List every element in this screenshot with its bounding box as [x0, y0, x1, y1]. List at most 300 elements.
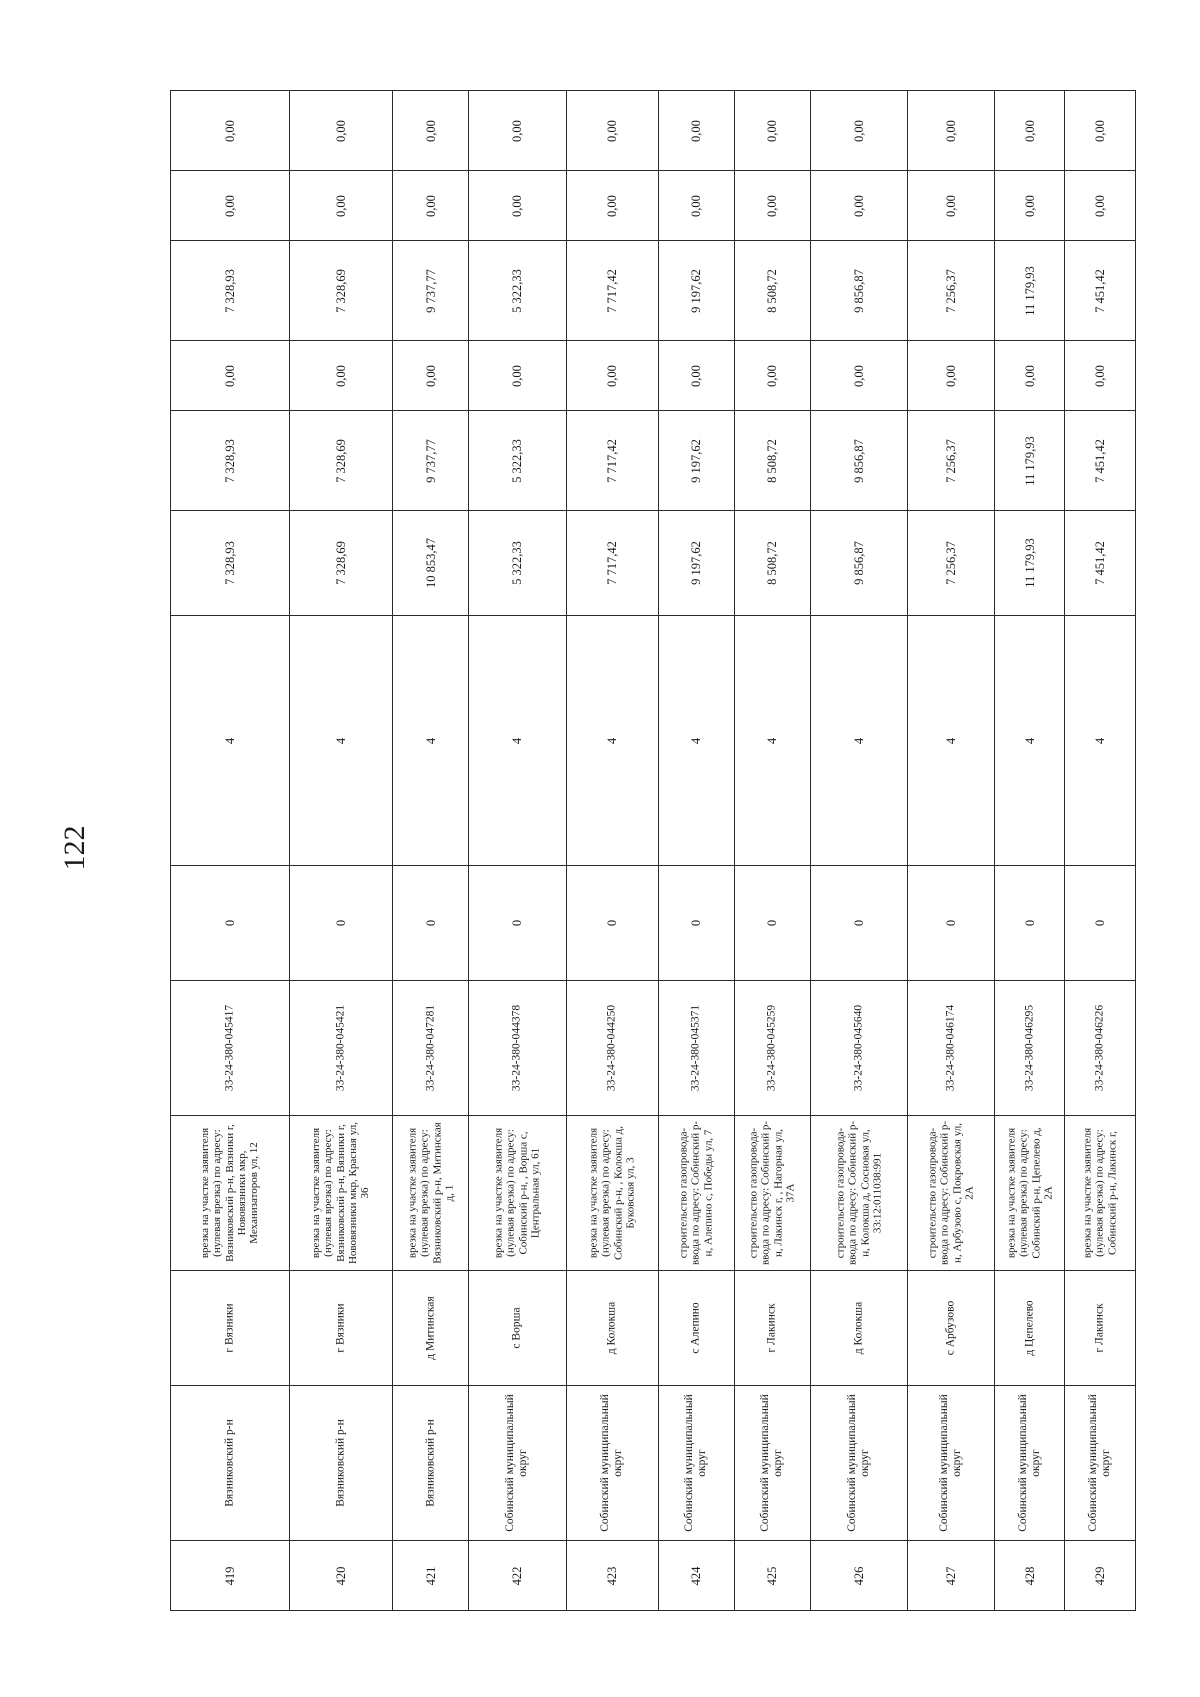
cell-district — [1065, 1386, 1136, 1541]
cell-amount-1 — [171, 511, 290, 616]
cell-locality-text: г Лакинск — [1093, 1303, 1106, 1353]
cell-amount-3 — [658, 341, 734, 411]
table-band-a1 — [171, 511, 1136, 616]
cell-amount-6 — [734, 91, 810, 171]
cell-amount-5-text: 0,00 — [765, 194, 780, 217]
cell-locality-text: с Ворша — [511, 1307, 523, 1349]
cell-amount-6 — [810, 91, 908, 171]
cell-locality-text: д Митинская — [424, 1296, 437, 1360]
cell-value-1-text: 0 — [689, 919, 704, 927]
cell-amount-4-text: 8 508,72 — [765, 268, 780, 313]
cell-value-2 — [566, 616, 658, 866]
cell-value-1 — [290, 866, 393, 981]
cell-amount-1-text: 7 256,37 — [944, 541, 959, 585]
cell-row-number — [469, 1541, 567, 1611]
cell-amount-6-text: 0,00 — [765, 119, 780, 142]
cell-object-code-text: 33-24-380-044378 — [511, 1004, 523, 1092]
cell-description — [734, 1116, 810, 1271]
cell-amount-3-text: 0,00 — [223, 364, 238, 387]
cell-description — [994, 1116, 1064, 1271]
cell-value-1 — [658, 866, 734, 981]
cell-amount-3 — [566, 341, 658, 411]
cell-description-text: строительство газопровода-ввода по адресу: Собинский р-н, Колокша д, Сосновая ул, 33:12:011038:991 — [834, 1121, 884, 1266]
cell-object-code — [171, 981, 290, 1116]
cell-amount-1 — [393, 511, 469, 616]
cell-locality — [393, 1271, 469, 1386]
cell-value-2 — [290, 616, 393, 866]
table-band-code — [171, 981, 1136, 1116]
cell-description-text: строительство газопровода-ввода по адресу: Собинский р-н, Алепино с, Победы ул, 7 — [677, 1121, 715, 1266]
cell-locality — [290, 1271, 393, 1386]
cell-locality-text: г Вязники — [223, 1303, 236, 1353]
cell-amount-3-text: 0,00 — [851, 364, 866, 387]
table-band-locality — [171, 1271, 1136, 1386]
cell-value-2-text: 4 — [1022, 737, 1037, 744]
cell-amount-6 — [1065, 91, 1136, 171]
cell-description — [810, 1116, 908, 1271]
cell-amount-2 — [734, 411, 810, 511]
cell-amount-4-text: 7 256,37 — [944, 268, 959, 313]
cell-value-2 — [393, 616, 469, 866]
cell-amount-5 — [393, 171, 469, 241]
cell-description — [566, 1116, 658, 1271]
cell-value-1 — [734, 866, 810, 981]
cell-amount-1 — [658, 511, 734, 616]
cell-value-1 — [810, 866, 908, 981]
cell-value-1 — [566, 866, 658, 981]
cell-value-2-text: 4 — [944, 737, 959, 744]
cell-amount-1-text: 8 508,72 — [765, 541, 780, 585]
cell-amount-2-text: 7 328,93 — [223, 438, 238, 483]
cell-object-code-text: 33-24-380-045421 — [334, 1004, 347, 1092]
cell-description-text: врезка на участке заявителя (нулевая врезка) по адресу: Вязниковский р-н, Вязники г, Нововязники мкр, Механизаторов ул, 12 — [199, 1124, 261, 1262]
cell-value-1 — [1065, 866, 1136, 981]
cell-amount-2-text: 9 856,87 — [851, 438, 866, 483]
cell-district — [393, 1386, 469, 1541]
table-band-a5 — [171, 171, 1136, 241]
cell-object-code — [290, 981, 393, 1116]
cell-row-number-text: 429 — [1093, 1566, 1108, 1585]
cell-object-code — [994, 981, 1064, 1116]
cell-amount-5-text: 0,00 — [689, 194, 704, 217]
cell-amount-3 — [810, 341, 908, 411]
cell-amount-3-text: 0,00 — [1022, 364, 1037, 387]
cell-amount-6 — [290, 91, 393, 171]
cell-district — [810, 1386, 908, 1541]
cell-district — [171, 1386, 290, 1541]
cell-description-text: врезка на участке заявителя (нулевая врезка) по адресу: Вязниковский р-н, Митинская д, 1 — [406, 1122, 456, 1264]
cell-amount-1 — [566, 511, 658, 616]
cell-row-number — [290, 1541, 393, 1611]
table-band-a2 — [171, 411, 1136, 511]
cell-district — [566, 1386, 658, 1541]
cell-description — [393, 1116, 469, 1271]
cell-amount-1 — [734, 511, 810, 616]
cell-object-code — [734, 981, 810, 1116]
register-table — [170, 90, 1136, 1611]
cell-amount-1 — [810, 511, 908, 616]
cell-amount-1-text: 11 179,93 — [1022, 538, 1037, 588]
cell-amount-5-text: 0,00 — [423, 194, 438, 217]
cell-amount-1 — [469, 511, 567, 616]
cell-district — [658, 1386, 734, 1541]
cell-district-text: Собинский муниципальный округ — [683, 1394, 709, 1532]
cell-value-1-text: 0 — [423, 919, 438, 927]
cell-amount-6 — [658, 91, 734, 171]
cell-amount-6-text: 0,00 — [1093, 119, 1108, 142]
cell-amount-1 — [994, 511, 1064, 616]
cell-value-2-text: 4 — [334, 737, 349, 744]
cell-object-code — [658, 981, 734, 1116]
cell-amount-4-text: 9 856,87 — [851, 268, 866, 313]
cell-amount-2-text: 7 328,69 — [334, 438, 349, 483]
cell-district-text: Вязниковский р-н — [223, 1419, 236, 1507]
cell-amount-2 — [810, 411, 908, 511]
cell-value-2 — [1065, 616, 1136, 866]
cell-amount-4 — [393, 241, 469, 341]
cell-amount-6-text: 0,00 — [223, 119, 238, 142]
cell-value-1-text: 0 — [223, 919, 238, 927]
cell-object-code-text: 33-24-380-044250 — [605, 1004, 618, 1092]
cell-amount-5-text: 0,00 — [1022, 194, 1037, 217]
cell-amount-6 — [908, 91, 995, 171]
cell-row-number-text: 424 — [689, 1566, 704, 1585]
cell-object-code — [1065, 981, 1136, 1116]
cell-locality-text: д Колокша — [605, 1301, 618, 1355]
cell-description-text: строительство газопровода-ввода по адресу: Собинский р-н, Арбузово с, Покровская ул, 2А — [926, 1121, 976, 1266]
cell-description — [1065, 1116, 1136, 1271]
cell-amount-4-text: 7 328,93 — [223, 268, 238, 313]
cell-amount-2-text: 9 737,77 — [423, 438, 438, 483]
cell-amount-5-text: 0,00 — [944, 194, 959, 217]
cell-locality — [566, 1271, 658, 1386]
cell-amount-4 — [566, 241, 658, 341]
cell-object-code — [908, 981, 995, 1116]
table-body — [171, 91, 1136, 1611]
cell-amount-3 — [734, 341, 810, 411]
cell-locality — [734, 1271, 810, 1386]
cell-value-2 — [994, 616, 1064, 866]
cell-locality — [994, 1271, 1064, 1386]
cell-amount-1-text: 9 197,62 — [689, 541, 704, 585]
cell-value-2-text: 4 — [510, 737, 525, 744]
cell-district — [290, 1386, 393, 1541]
cell-amount-6-text: 0,00 — [689, 119, 704, 142]
cell-amount-4 — [908, 241, 995, 341]
cell-object-code-text: 33-24-380-046174 — [944, 1004, 957, 1092]
cell-amount-2-text: 11 179,93 — [1022, 435, 1037, 486]
cell-amount-5 — [469, 171, 567, 241]
cell-object-code — [810, 981, 908, 1116]
cell-amount-3-text: 0,00 — [765, 364, 780, 387]
cell-row-number-text: 423 — [605, 1566, 620, 1585]
cell-value-2-text: 4 — [605, 737, 620, 744]
cell-amount-5-text: 0,00 — [1093, 194, 1108, 217]
cell-amount-1-text: 7 328,93 — [223, 541, 238, 585]
cell-locality-text: с Алепино — [689, 1302, 702, 1354]
cell-description-text: врезка на участке заявителя (нулевая врезка) по адресу: Собинский р-н, , Ворша с, Центральная ул, 61 — [492, 1127, 542, 1259]
cell-amount-2-text: 8 508,72 — [765, 438, 780, 483]
cell-amount-3-text: 0,00 — [605, 364, 620, 387]
cell-locality-text: г Лакинск — [765, 1303, 778, 1353]
cell-amount-6-text: 0,00 — [851, 119, 866, 142]
table-band-v1 — [171, 866, 1136, 981]
cell-amount-6-text: 0,00 — [423, 119, 438, 142]
cell-amount-4-text: 11 179,93 — [1022, 265, 1037, 316]
cell-amount-4 — [290, 241, 393, 341]
page-number: 122 — [58, 825, 91, 871]
cell-value-2 — [908, 616, 995, 866]
cell-locality-text: с Арбузово — [944, 1300, 957, 1356]
cell-locality-text: г Вязники — [334, 1303, 347, 1353]
cell-object-code-text: 33-24-380-046295 — [1023, 1004, 1036, 1092]
cell-district-text: Собинский муниципальный округ — [938, 1394, 964, 1532]
cell-row-number — [1065, 1541, 1136, 1611]
table-band-a6 — [171, 91, 1136, 171]
cell-locality — [658, 1271, 734, 1386]
cell-amount-6 — [171, 91, 290, 171]
cell-district-text: Собинский муниципальный округ — [504, 1394, 530, 1532]
cell-amount-6 — [994, 91, 1064, 171]
cell-district-text: Собинский муниципальный округ — [1016, 1394, 1042, 1532]
cell-value-1-text: 0 — [334, 919, 349, 927]
cell-amount-5 — [908, 171, 995, 241]
cell-value-1-text: 0 — [1093, 919, 1108, 927]
cell-object-code — [393, 981, 469, 1116]
cell-row-number — [908, 1541, 995, 1611]
cell-amount-5-text: 0,00 — [510, 194, 525, 217]
cell-amount-2 — [566, 411, 658, 511]
cell-value-2 — [469, 616, 567, 866]
cell-amount-2-text: 7 717,42 — [605, 438, 620, 483]
cell-row-number — [994, 1541, 1064, 1611]
cell-value-2 — [810, 616, 908, 866]
cell-description — [908, 1116, 995, 1271]
cell-amount-3-text: 0,00 — [1093, 364, 1108, 387]
table-band-a3 — [171, 341, 1136, 411]
cell-value-1-text: 0 — [605, 919, 620, 927]
cell-amount-5 — [658, 171, 734, 241]
cell-value-2 — [734, 616, 810, 866]
cell-amount-3 — [994, 341, 1064, 411]
cell-amount-6 — [393, 91, 469, 171]
cell-amount-2-text: 5 322,33 — [510, 438, 525, 483]
cell-amount-4-text: 9 737,77 — [423, 268, 438, 313]
cell-amount-2 — [994, 411, 1064, 511]
cell-amount-5-text: 0,00 — [334, 194, 349, 217]
cell-description-text: врезка на участке заявителя (нулевая врезка) по адресу: Собинский р-н, , Колокша д, Буковская ул, 3 — [587, 1126, 637, 1260]
cell-amount-1-text: 7 451,42 — [1093, 541, 1108, 585]
cell-district-text: Вязниковский р-н — [424, 1419, 437, 1507]
cell-row-number-text: 419 — [223, 1566, 238, 1585]
cell-value-2-text: 4 — [223, 737, 238, 744]
cell-district-text: Собинский муниципальный округ — [846, 1394, 871, 1532]
cell-amount-1 — [908, 511, 995, 616]
cell-district — [734, 1386, 810, 1541]
cell-object-code-text: 33-24-380-045371 — [689, 1004, 702, 1092]
cell-description-text: врезка на участке заявителя (нулевая врезка) по адресу: Собинский р-н, Лакинск г, — [1081, 1127, 1119, 1259]
cell-amount-6-text: 0,00 — [944, 119, 959, 142]
cell-description — [469, 1116, 567, 1271]
cell-amount-2 — [1065, 411, 1136, 511]
cell-row-number — [171, 1541, 290, 1611]
cell-amount-6 — [566, 91, 658, 171]
cell-amount-3-text: 0,00 — [510, 364, 525, 387]
cell-row-number-text: 420 — [334, 1566, 349, 1585]
cell-locality — [469, 1271, 567, 1386]
cell-value-1-text: 0 — [765, 919, 780, 927]
cell-row-number — [566, 1541, 658, 1611]
cell-description — [658, 1116, 734, 1271]
cell-object-code — [566, 981, 658, 1116]
cell-amount-2 — [908, 411, 995, 511]
cell-amount-4 — [171, 241, 290, 341]
cell-value-2-text: 4 — [851, 737, 866, 744]
cell-amount-5-text: 0,00 — [223, 194, 238, 217]
cell-amount-3 — [1065, 341, 1136, 411]
cell-row-number-text: 428 — [1022, 1566, 1037, 1585]
cell-amount-2-text: 7 451,42 — [1093, 438, 1108, 483]
cell-object-code — [469, 981, 567, 1116]
cell-amount-1-text: 7 328,69 — [334, 541, 349, 585]
cell-district — [994, 1386, 1064, 1541]
cell-amount-4-text: 9 197,62 — [689, 268, 704, 313]
cell-row-number-text: 427 — [944, 1566, 959, 1585]
cell-amount-2 — [171, 411, 290, 511]
cell-value-1 — [171, 866, 290, 981]
cell-description-text: врезка на участке заявителя (нулевая врезка) по адресу: Вязниковский р-н, Вязники г, Нововязники мкр, Красная ул, 36 — [310, 1122, 372, 1265]
cell-amount-5 — [1065, 171, 1136, 241]
cell-district — [469, 1386, 567, 1541]
cell-amount-2 — [658, 411, 734, 511]
cell-value-1-text: 0 — [1022, 919, 1037, 927]
cell-amount-5 — [810, 171, 908, 241]
cell-amount-6-text: 0,00 — [605, 119, 620, 142]
cell-amount-1-text: 7 717,42 — [605, 541, 620, 585]
cell-description-text: врезка на участке заявителя (нулевая врезка) по адресу: Собинский р-н, Цепелево д, 2А — [1005, 1127, 1055, 1259]
cell-amount-6-text: 0,00 — [510, 119, 525, 142]
cell-district-text: Собинский муниципальный округ — [599, 1394, 625, 1532]
cell-amount-3-text: 0,00 — [944, 364, 959, 387]
cell-amount-3 — [469, 341, 567, 411]
table-band-v2 — [171, 616, 1136, 866]
cell-district — [908, 1386, 995, 1541]
cell-amount-5 — [290, 171, 393, 241]
cell-value-2-text: 4 — [423, 737, 438, 744]
cell-locality — [908, 1271, 995, 1386]
cell-amount-3-text: 0,00 — [334, 364, 349, 387]
cell-amount-4 — [658, 241, 734, 341]
cell-amount-1-text: 10 853,47 — [423, 538, 438, 588]
cell-amount-5 — [734, 171, 810, 241]
cell-description — [290, 1116, 393, 1271]
table-band-no — [171, 1541, 1136, 1611]
cell-row-number-text: 426 — [851, 1566, 866, 1585]
cell-amount-6-text: 0,00 — [334, 119, 349, 142]
cell-locality-text: д Цепелево — [1023, 1300, 1036, 1356]
cell-value-2-text: 4 — [765, 737, 780, 744]
table-band-description — [171, 1116, 1136, 1271]
cell-amount-3 — [171, 341, 290, 411]
cell-amount-4 — [734, 241, 810, 341]
cell-amount-5 — [566, 171, 658, 241]
cell-district-text: Вязниковский р-н — [334, 1419, 347, 1507]
cell-value-1 — [393, 866, 469, 981]
cell-value-1 — [908, 866, 995, 981]
cell-description-text: строительство газопровода-ввода по адресу: Собинский р-н, Лакинск г, , Нагорная ул, 37А — [747, 1121, 797, 1266]
cell-amount-4 — [994, 241, 1064, 341]
cell-locality — [1065, 1271, 1136, 1386]
cell-district-text: Собинский муниципальный округ — [1087, 1394, 1113, 1532]
cell-locality — [810, 1271, 908, 1386]
cell-amount-3 — [393, 341, 469, 411]
cell-amount-1 — [1065, 511, 1136, 616]
cell-value-2-text: 4 — [689, 737, 704, 744]
cell-amount-4 — [469, 241, 567, 341]
cell-object-code-text: 33-24-380-046226 — [1093, 1004, 1106, 1092]
cell-amount-4-text: 7 328,69 — [334, 268, 349, 313]
cell-amount-2-text: 7 256,37 — [944, 438, 959, 483]
cell-locality-text: д Колокша — [852, 1301, 865, 1355]
cell-object-code-text: 33-24-380-047281 — [424, 1004, 437, 1092]
cell-amount-5-text: 0,00 — [851, 194, 866, 217]
cell-value-2 — [658, 616, 734, 866]
cell-row-number — [810, 1541, 908, 1611]
cell-amount-3 — [290, 341, 393, 411]
cell-amount-4-text: 7 451,42 — [1093, 268, 1108, 313]
cell-row-number — [658, 1541, 734, 1611]
cell-amount-1-text: 9 856,87 — [851, 541, 866, 585]
cell-district-text: Собинский муниципальный округ — [759, 1394, 785, 1532]
cell-value-1 — [994, 866, 1064, 981]
cell-amount-4 — [810, 241, 908, 341]
cell-amount-5 — [994, 171, 1064, 241]
cell-amount-4-text: 7 717,42 — [605, 268, 620, 313]
cell-amount-2 — [290, 411, 393, 511]
cell-amount-2 — [393, 411, 469, 511]
cell-amount-6 — [469, 91, 567, 171]
cell-amount-1-text: 5 322,33 — [510, 541, 525, 585]
cell-value-1-text: 0 — [944, 919, 959, 927]
cell-amount-3 — [908, 341, 995, 411]
cell-value-2-text: 4 — [1093, 737, 1108, 744]
cell-locality — [171, 1271, 290, 1386]
cell-object-code-text: 33-24-380-045259 — [765, 1004, 778, 1092]
cell-row-number-text: 422 — [510, 1566, 525, 1585]
cell-amount-3-text: 0,00 — [423, 364, 438, 387]
cell-amount-5 — [171, 171, 290, 241]
cell-amount-1 — [290, 511, 393, 616]
cell-object-code-text: 33-24-380-045640 — [852, 1004, 865, 1092]
cell-description — [171, 1116, 290, 1271]
cell-row-number — [393, 1541, 469, 1611]
cell-value-1-text: 0 — [851, 919, 866, 927]
cell-amount-3-text: 0,00 — [689, 364, 704, 387]
table-band-district — [171, 1386, 1136, 1541]
cell-amount-4 — [1065, 241, 1136, 341]
cell-amount-2 — [469, 411, 567, 511]
cell-amount-4-text: 5 322,33 — [510, 268, 525, 313]
cell-value-1-text: 0 — [510, 919, 525, 927]
cell-amount-2-text: 9 197,62 — [689, 438, 704, 483]
cell-row-number — [734, 1541, 810, 1611]
cell-object-code-text: 33-24-380-045417 — [223, 1004, 236, 1092]
cell-amount-6-text: 0,00 — [1022, 119, 1037, 142]
cell-amount-5-text: 0,00 — [605, 194, 620, 217]
cell-value-1 — [469, 866, 567, 981]
cell-row-number-text: 425 — [765, 1566, 780, 1585]
table-band-a4 — [171, 241, 1136, 341]
